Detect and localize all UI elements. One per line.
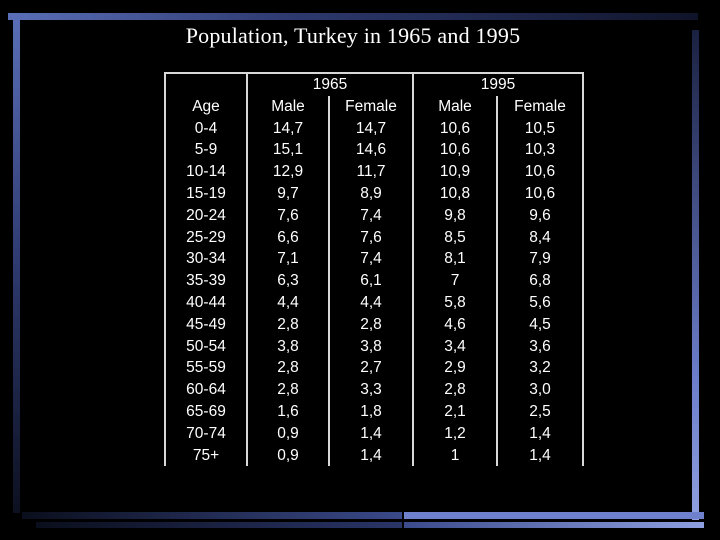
female-1995-cell: 3,6	[497, 336, 583, 358]
female-1995-cell: 4,5	[497, 314, 583, 336]
age-cell: 10-14	[165, 161, 247, 183]
female-1995-cell: 1,4	[497, 423, 583, 445]
table-row	[165, 248, 583, 270]
age-cell: 30-34	[165, 248, 247, 270]
female-1965-cell: 3,3	[329, 379, 413, 401]
female-1965-cell: 8,9	[329, 183, 413, 205]
male-1965-cell: 9,7	[247, 183, 329, 205]
male-1965-cell: 7,6	[247, 205, 329, 227]
frame-bar-top	[8, 13, 698, 20]
group-header-blank	[165, 73, 247, 96]
female-1995-cell: 5,6	[497, 292, 583, 314]
female-1965-cell: 7,6	[329, 227, 413, 249]
male-1995-cell: 1,2	[413, 423, 497, 445]
male-1995-cell: 2,1	[413, 401, 497, 423]
table-row	[165, 270, 583, 292]
male-1965-cell: 6,3	[247, 270, 329, 292]
column-header-male-1995: Male	[413, 96, 497, 118]
female-1965-cell: 1,8	[329, 401, 413, 423]
age-cell: 20-24	[165, 205, 247, 227]
male-1965-cell: 0,9	[247, 423, 329, 445]
frame-bar-bottom2-left	[36, 522, 402, 528]
female-1965-cell: 2,8	[329, 314, 413, 336]
column-header-row	[165, 96, 583, 118]
age-cell: 15-19	[165, 183, 247, 205]
female-1995-cell: 7,9	[497, 248, 583, 270]
age-cell: 75+	[165, 445, 247, 467]
female-1995-cell: 10,6	[497, 183, 583, 205]
male-1995-cell: 7	[413, 270, 497, 292]
population-table	[164, 72, 584, 466]
frame-bar-bottom-left	[22, 512, 402, 519]
table-row	[165, 161, 583, 183]
female-1995-cell: 8,4	[497, 227, 583, 249]
male-1995-cell: 9,8	[413, 205, 497, 227]
female-1965-cell: 1,4	[329, 445, 413, 467]
column-header-male-1965: Male	[247, 96, 329, 118]
age-cell: 0-4	[165, 118, 247, 140]
age-cell: 55-59	[165, 357, 247, 379]
column-header-female-1965: Female	[329, 96, 413, 118]
male-1995-cell: 3,4	[413, 336, 497, 358]
female-1995-cell: 3,0	[497, 379, 583, 401]
age-cell: 25-29	[165, 227, 247, 249]
group-header-row	[165, 73, 583, 96]
female-1965-cell: 3,8	[329, 336, 413, 358]
table-row	[165, 227, 583, 249]
female-1995-cell: 1,4	[497, 445, 583, 467]
age-cell: 45-49	[165, 314, 247, 336]
group-header-1965: 1965	[247, 73, 413, 96]
frame-bar-left	[13, 13, 20, 513]
female-1965-cell: 14,7	[329, 118, 413, 140]
female-1995-cell: 10,5	[497, 118, 583, 140]
frame-bar-bottom2-right	[404, 522, 704, 528]
age-cell: 5-9	[165, 139, 247, 161]
table-row	[165, 183, 583, 205]
male-1995-cell: 10,8	[413, 183, 497, 205]
female-1995-cell: 10,6	[497, 161, 583, 183]
female-1965-cell: 7,4	[329, 248, 413, 270]
male-1995-cell: 8,5	[413, 227, 497, 249]
male-1965-cell: 2,8	[247, 314, 329, 336]
column-header-female-1995: Female	[497, 96, 583, 118]
table-row	[165, 423, 583, 445]
male-1995-cell: 5,8	[413, 292, 497, 314]
male-1965-cell: 15,1	[247, 139, 329, 161]
male-1995-cell: 10,6	[413, 139, 497, 161]
column-header-age: Age	[165, 96, 247, 118]
table-row	[165, 139, 583, 161]
frame-bar-right	[692, 30, 699, 520]
male-1995-cell: 8,1	[413, 248, 497, 270]
table-row	[165, 205, 583, 227]
male-1995-cell: 2,9	[413, 357, 497, 379]
table-row	[165, 118, 583, 140]
age-cell: 70-74	[165, 423, 247, 445]
male-1995-cell: 4,6	[413, 314, 497, 336]
female-1995-cell: 3,2	[497, 357, 583, 379]
group-header-1995: 1995	[413, 73, 583, 96]
male-1995-cell: 2,8	[413, 379, 497, 401]
table-row	[165, 336, 583, 358]
female-1965-cell: 7,4	[329, 205, 413, 227]
female-1965-cell: 2,7	[329, 357, 413, 379]
female-1995-cell: 10,3	[497, 139, 583, 161]
table-row	[165, 314, 583, 336]
male-1965-cell: 2,8	[247, 379, 329, 401]
male-1965-cell: 4,4	[247, 292, 329, 314]
table-row	[165, 357, 583, 379]
male-1965-cell: 12,9	[247, 161, 329, 183]
male-1995-cell: 10,9	[413, 161, 497, 183]
male-1965-cell: 14,7	[247, 118, 329, 140]
age-cell: 50-54	[165, 336, 247, 358]
table-row	[165, 401, 583, 423]
female-1965-cell: 14,6	[329, 139, 413, 161]
female-1995-cell: 6,8	[497, 270, 583, 292]
slide-title: Population, Turkey in 1965 and 1995	[185, 23, 521, 48]
male-1995-cell: 1	[413, 445, 497, 467]
male-1965-cell: 0,9	[247, 445, 329, 467]
male-1995-cell: 10,6	[413, 118, 497, 140]
age-cell: 40-44	[165, 292, 247, 314]
male-1965-cell: 1,6	[247, 401, 329, 423]
table-row	[165, 292, 583, 314]
female-1965-cell: 11,7	[329, 161, 413, 183]
female-1965-cell: 1,4	[329, 423, 413, 445]
age-cell: 65-69	[165, 401, 247, 423]
male-1965-cell: 3,8	[247, 336, 329, 358]
female-1965-cell: 4,4	[329, 292, 413, 314]
male-1965-cell: 7,1	[247, 248, 329, 270]
age-cell: 60-64	[165, 379, 247, 401]
table-row	[165, 379, 583, 401]
male-1965-cell: 6,6	[247, 227, 329, 249]
frame-bar-bottom-right	[404, 512, 704, 519]
age-cell: 35-39	[165, 270, 247, 292]
male-1965-cell: 2,8	[247, 357, 329, 379]
female-1995-cell: 9,6	[497, 205, 583, 227]
female-1995-cell: 2,5	[497, 401, 583, 423]
female-1965-cell: 6,1	[329, 270, 413, 292]
table-row	[165, 445, 583, 467]
